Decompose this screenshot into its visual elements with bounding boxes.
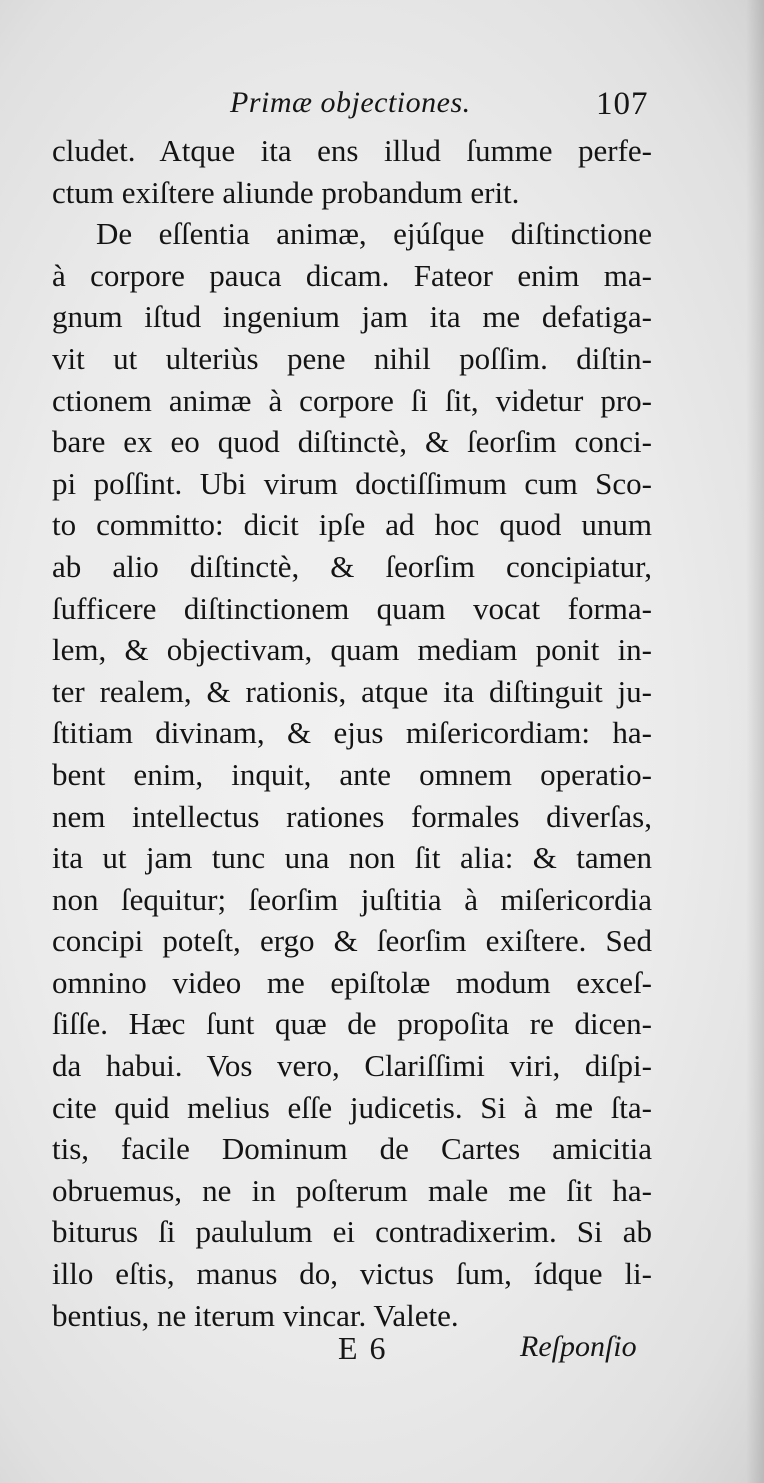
text-line: illo eſtis, manus do, victus ſum, ídque li- (52, 1256, 652, 1292)
text-line: ctionem animæ à corpore ſi ſit, videtur pro- (52, 382, 652, 418)
text-line: lem, & objectivam, quam mediam ponit in- (52, 632, 652, 668)
text-line: non ſequitur; ſeorſim juſtitia à miſericordia (52, 881, 652, 917)
text-line: pi poſſint. Ubi virum doctiſſimum cum Sco- (52, 465, 652, 501)
text-line: gnum iſtud ingenium jam ita me defatiga- (52, 299, 652, 335)
text-line: à corpore pauca dicam. Fateor enim ma- (52, 257, 652, 293)
text-line: cludet. Atque ita ens illud ſumme perfe- (52, 133, 652, 168)
text-line: ter realem, & rationis, atque ita diſtinguit ju- (52, 673, 652, 709)
spine-shadow (746, 0, 764, 1483)
page-number: 107 (596, 86, 649, 122)
text-line: concipi poteſt, ergo & ſeorſim exiſtere. Sed (52, 923, 652, 959)
text-line: ita ut jam tunc una non ſit alia: & tamen (52, 840, 652, 876)
running-head: Primæ objectiones. (230, 86, 471, 119)
text-line: cite quid melius eſſe judicetis. Si à me ſta- (52, 1089, 652, 1125)
text-line: ctum exiſtere aliunde probandum erit. (52, 174, 520, 210)
text-line: ſufficere diſtinctionem quam vocat forma- (52, 590, 652, 626)
text-line: bent enim, inquit, ante omnem operatio- (52, 756, 652, 792)
text-line: biturus ſi paululum ei contradixerim. Si ab (52, 1214, 652, 1250)
body-text (52, 130, 652, 1336)
text-line: tis, facile Dominum de Cartes amicitia (52, 1131, 652, 1167)
catchword: Reſponſio (520, 1330, 637, 1363)
text-line: ſtitiam divinam, & ejus miſericordiam: ha- (52, 715, 652, 751)
signature-mark: E 6 (338, 1330, 388, 1366)
text-line: vit ut ulteriùs pene nihil poſſim. diſtin- (52, 340, 652, 376)
text-line: da habui. Vos vero, Clariſſimi viri, diſpi- (52, 1048, 652, 1084)
text-line: bare ex eo quod diſtinctè, & ſeorſim conci- (52, 424, 652, 460)
text-line: ſiſſe. Hæc ſunt quæ de propoſita re dicen- (52, 1006, 652, 1042)
text-line: bentius, ne iterum vincar. Valete. (52, 1297, 459, 1333)
text-line: nem intellectus rationes formales diverſas, (52, 798, 652, 834)
text-line: obruemus, ne in poſterum male me ſit ha- (52, 1172, 652, 1208)
text-line: omnino video me epiſtolæ modum exceſ- (52, 964, 652, 1000)
text-line: De eſſentia animæ, ejúſque diſtinctione (96, 216, 652, 252)
text-line: ab alio diſtinctè, & ſeorſim concipiatur, (52, 548, 652, 584)
text-line: to committo: dicit ipſe ad hoc quod unum (52, 507, 652, 543)
